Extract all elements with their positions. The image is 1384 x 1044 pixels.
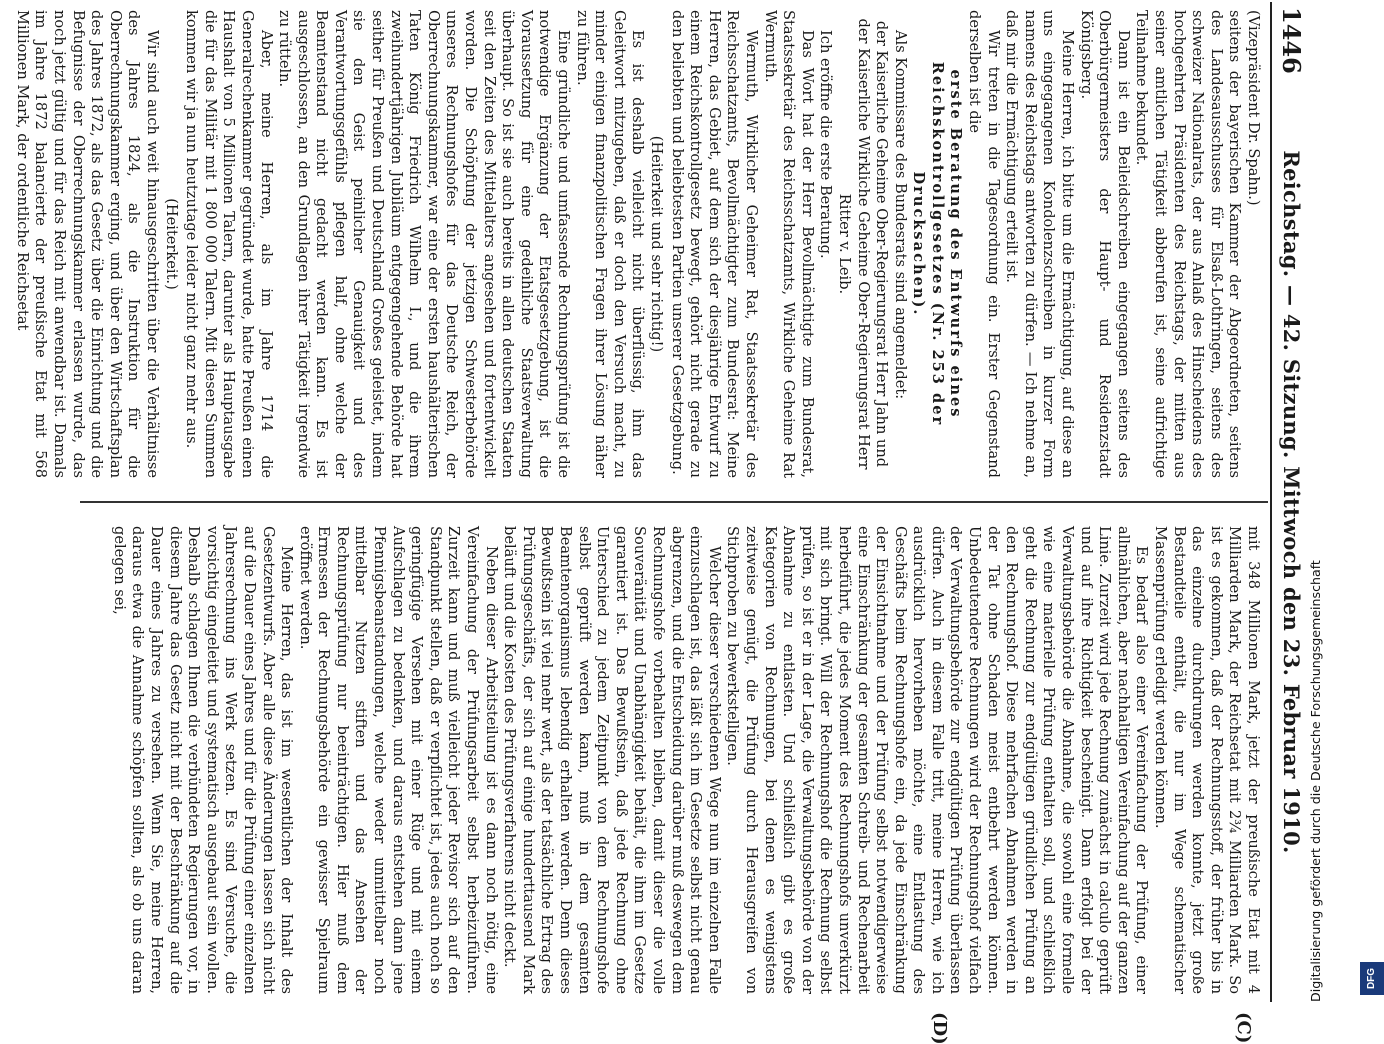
digitization-credit: Digitalisierung gefördert durch die Deutsche Forschungsgemeinschaft — [1308, 568, 1324, 1002]
paragraph: Das Wort hat der Herr Bevollmächtigte zum Bundesrat, Staatssekretär des Reichsschatzamts, Wirkliche Geheime Rat Wermuth. — [760, 10, 816, 478]
paragraph: Ich eröffne die erste Beratung. — [816, 10, 835, 478]
paragraph: Aber, meine Herren, als im Jahre 1714 die Generalrechenkammer gegründet wurde, hatte Preußen einen Haushalt von 5 Millionen Talern, darunter als Hauptausgabe die für das Militär mit 1 800 000 Talern. Mit diesen Summen kommen wir ja nun heutzutage leider nicht ganz mehr aus. — [182, 10, 275, 478]
running-header — [1274, 2, 1310, 1002]
dfg-logo-text: DFG — [1366, 968, 1377, 989]
paragraph: Neben dieser Arbeitsteilung ist es dann noch nötig, eine Vereinfachung der Prüfungsarbeit selbst herbeizuführen. Zurzeit kann und muß vielleicht jeder Revisor sich auf den Standpunkt stellen, daß er verpflichtet ist, jedes auch noch so geringfügige Versehen mit einer Rüge und mit einem Aufschlagen zu bedenken, und daraus entstehen dann jene Pfennigsbeanstandungen, welche weder unmittelbar noch mittelbar Nutzen stiften und das Ansehen der Rechnungsprüfung nur beeinträchtigen. Hier muß dem Ermessen der Rechnungsbehörde ein gewisser Spielraum eröffnet werden. — [295, 526, 500, 994]
paragraph: Wir sind auch weit hinausgeschritten über die Verhältnisse des Jahres 1824, als die Instruktion für die Oberrechnungskammer erging, und über den Wirtschaftsplan des Jahres 1872, als das Gesetz über die Einrichtung und die Befugnisse der Oberrechnungskammer erlassen wurde, das noch jetzt gültig und für das Reich mit anwendbar ist. Damals im Jahre 1872 balancierte der preußische Etat mit 568 Millionen Mark, der ordentliche Reichsetat — [12, 10, 161, 478]
paragraph: Es bedarf also einer Vereinfachung der Prüfung, einer allmählichen, aber nachhaltigen Vereinfachung auf der ganzen Linie. Zurzeit wird jede Rechnung zunächst in calculo geprüft und auf ihre Richtigkeit bescheinigt. Dann erfolgt bei der Verwaltungsbehörde die Abnahme, die sowohl eine formelle wie eine materielle Prüfung enthalten soll, und schließlich geht die Rechnung zur endgültigen gründlichen Prüfung an den Rechnungshof. Diese mehrfachen Abnahmen werden in der Tat ohne Schaden meist entbehrt werden können. Unbedeutendere Rechnungen wird der Rechnungshof vielfach der Verwaltungsbehörde zur endgültigen Prüfung überlassen dürfen. Auch in diesem Falle tritt, meine Herren, wie ich ausdrücklich hervorheben möchte, eine Entlastung des Geschäfts beim Rechnungshofe ein, da jede Einschränkung der Einsichtnahme und der Prüfung selbst notwendigerweise eine Einschränkung der gesamten Schreib- und Rechenarbeit herbeiführt, die jedes Moment des Rechnungshofs unverkürzt mit sich bringt. Will der Rechnungshof die Rechnung selbst prüfen, so ist er in der Lage, die Verwaltungsbehörde von der Abnahme zu entlasten. Und schließlich gibt es große Kategorien von Rechnungen, bei denen es wenigstens zeitweise genügt, die Prüfung durch Herausgreifen von Stichproben zu bewerkstelligen. — [723, 526, 1151, 994]
interjection: (Heiterkeit und sehr richtig!) — [646, 10, 665, 478]
paragraph: Es ist deshalb vielleicht nicht überflüssig, ihm das Geleitwort mitzugeben, daß er doch den Versuch macht, zu minder einigen finanzpolitischen Fragen ihrer Lösung näher zu führen. — [572, 10, 646, 478]
paragraph: seitens der bayerischen Kammer der Abgeordneten, seitens des Landesausschusses für Elsaß-Lothringen, seitens des schweizer Nationalrats, der aus Anlaß des Hinscheidens des hochgeehrten Präsidenten des Reichstags, der mitten aus seiner amtlichen Tätigkeit abberufen ist, seine aufrichtige Teilnahme bekundet. — [1132, 10, 1244, 478]
left-column — [12, 10, 1262, 478]
document-page — [80, 2, 1310, 1002]
paragraph: Wir treten in die Tagesordnung ein. Erster Gegenstand derselben ist die — [965, 10, 1002, 478]
paragraph: mit 348 Millionen Mark, jetzt der preußische Etat mit 4 Milliarden Mark, der Reichsetat mit 2¾ Milliarden Mark. So ist es gekommen, daß der Rechnungsstoff, der früher bis in das einzelne durchdrungen werden konnte, jetzt große Bestandteile enthält, die nur im Wege schematischer Massenprüfung erledigt werden können. — [1150, 526, 1262, 994]
paragraph: Dann ist ein Beileidschreiben eingegangen seitens des Oberbürgermeisters der Haupt- und Residenzstadt Königsberg. — [1076, 10, 1132, 478]
running-title: Reichstag. — 42. Sitzung. Mittwoch den 23. Februar 1910. — [1279, 2, 1304, 1002]
paragraph: Meine Herren, das ist im wesentlichen der Inhalt des Gesetzentwurfs. Aber alle diese Änderungen lassen sich nicht auf die Dauer eines Jahres und für die Prüfung einer einzelnen Jahresrechnung ins Werk setzen. Es sind Versuche, die vorsichtig eingeleitet und systematisch ausgebaut sein wollen. Deshalb schlagen Ihnen die verbündeten Regierungen vor, in diesem Jahre das Gesetz nicht mit der Beschränkung auf die Dauer eines Jahres zu versehen. Wenn Sie, meine Herren, daraus etwa die Annahme schöpfen sollten, als ob uns daran gelegen sei, — [109, 526, 295, 994]
page-number: 1446 — [1277, 7, 1306, 74]
paragraph: Meine Herren, ich bitte um die Ermächtigung, auf diese an uns eingegangenen Kondolenzschreiben in kurzer Form namens des Reichstags antworten zu dürfen. — Ich nehme an, daß mir die Ermächtigung erteilt ist. — [1002, 10, 1076, 478]
paragraph: Eine gründliche und umfassende Rechnungsprüfung ist die notwendige Ergänzung der Etatsgesetzgebung, ist die Voraussetzung für eine gedeihliche Staatsverwaltung überhaupt. So ist sie auch bereits in allen deutschen Staaten seit den Zeiten des Mittelalters angesehen und fortentwickelt worden. Die Schöpfung der jetzigen Schwesterbehörde unseres Rechnungshofes für das Deutsche Reich, der Oberrechnungskammer, war eine der ersten haushälterischen Taten König Friedrich Wilhelm I., und die ihrem zweihundertjährigen Jubiläum entgegengehende Behörde hat seither für Preußen und Deutschland Großes geleistet, indem sie den Geist peinlicher Genauigkeit und des Verantwortungsgefühls pflegen half, ohne welche der Beamtenstand nicht gedacht werden kann. Es ist ausgeschlossen, an den Grundlagen ihrer Tätigkeit irgendwie zu rütteln. — [275, 10, 573, 478]
commissioner-entry: der Kaiserliche Wirkliche Geheime Ober-Regierungsrat Herr Ritter v. Leib. — [834, 10, 871, 478]
commissioner-entry: der Kaiserliche Geheime Ober-Regierungsrat Herr Jahn und — [872, 10, 891, 478]
paragraph: Als Kommissare des Bundesrats sind angemeldet: — [890, 10, 909, 478]
column-divider — [80, 501, 1268, 503]
right-column — [109, 526, 1262, 994]
speech-start: Wermuth, Wirklicher Geheimer Rat, Staatssekretär des Reichsschatzamts, Bevollmächtigter zum Bundesrat: Meine Herren, das Gebiet, auf dem sich der diesjährige Entwurf zu einem Reichskontrollgesetz bewegt, gehört nicht gerade zu den beliebten und beliebtesten Partien unserer Gesetzgebung. — [667, 10, 760, 478]
header-rule — [1270, 2, 1272, 1002]
paragraph: Welcher dieser verschiedenen Wege nun im einzelnen Falle einzuschlagen ist, das läßt sich im Gesetze selbst nicht genau abgrenzen, und die Entscheidung darüber muß deswegen dem Rechnungshofe vorbehalten bleiben, damit dieser die volle Souveränität und Unabhängigkeit behält, die ihm im Gesetze garantiert ist. Das Bewußtsein, daß jede Rechnung ohne Unterschied zu jedem Zeitpunkt von dem Rechnungshofe selbst geprüft werden kann, muß in dem gesamten Beamtenorganismus lebendig erhalten werden. Denn dieses Bewußtsein ist viel mehr wert, als der tatsächliche Ertrag des Prüfungsgeschäfts, der sich auf einige hunderttausend Mark beläuft und die Kosten des Prüfungsverfahrens nicht deckt. — [500, 526, 723, 994]
agenda-item-heading: erste Beratung des Entwurfs eines Reichskontrollgesetzes (Nr. 253 der Drucksachen). — [909, 10, 965, 478]
margin-letter-c: (C) — [1233, 1012, 1254, 1043]
speaker-note: (Vizepräsident Dr. Spahn.) — [1243, 10, 1262, 478]
dfg-logo-icon — [1360, 962, 1384, 995]
margin-letter-d: (D) — [929, 1012, 950, 1044]
interjection: (Heiterkeit.) — [161, 10, 180, 478]
